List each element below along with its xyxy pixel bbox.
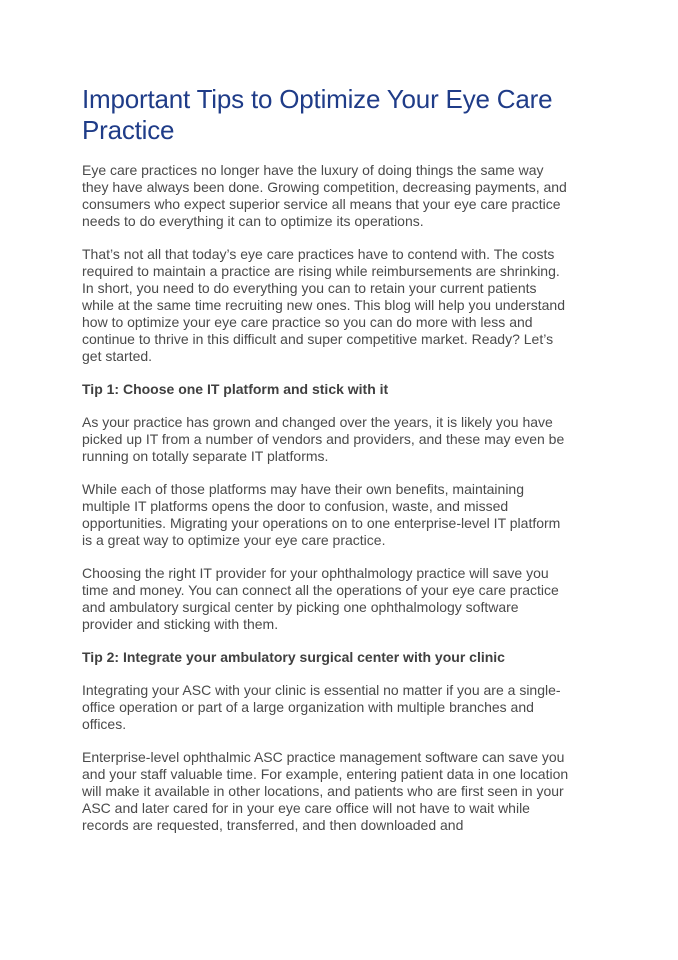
tip-2-paragraph-1 bbox=[82, 682, 592, 733]
text-line: is a great way to optimize your eye care practice. bbox=[82, 532, 386, 548]
text-line: while at the same time recruiting new ones. This blog will help you understand bbox=[82, 297, 565, 313]
text-line: running on totally separate IT platforms. bbox=[82, 448, 329, 464]
intro-paragraph-1 bbox=[82, 162, 592, 230]
text-line: As your practice has grown and changed over the years, it is likely you have bbox=[82, 414, 553, 430]
text-line: Eye care practices no longer have the luxury of doing things the same way bbox=[82, 162, 544, 178]
tip-1-heading: Tip 1: Choose one IT platform and stick with it bbox=[82, 381, 389, 397]
tip-1-paragraph-2 bbox=[82, 481, 592, 549]
text-line: office operation or part of a large organization with multiple branches and bbox=[82, 699, 534, 715]
text-line: required to maintain a practice are rising while reimbursements are shrinking. bbox=[82, 263, 560, 279]
intro-paragraph-2 bbox=[82, 246, 592, 365]
text-line: records are requested, transferred, and then downloaded and bbox=[82, 817, 464, 833]
text-line: Choosing the right IT provider for your ophthalmology practice will save you bbox=[82, 565, 549, 581]
text-line: how to optimize your eye care practice so you can do more with less and bbox=[82, 314, 533, 330]
text-line: That’s not all that today’s eye care practices have to contend with. The costs bbox=[82, 246, 555, 262]
tip-2-paragraph-2 bbox=[82, 749, 592, 834]
text-line: ASC and later cared for in your eye care office will not have to wait while bbox=[82, 800, 530, 816]
text-line: and ambulatory surgical center by picking one ophthalmology software bbox=[82, 599, 519, 615]
title-line: Practice bbox=[82, 115, 175, 145]
text-line: Integrating your ASC with your clinic is essential no matter if you are a single- bbox=[82, 682, 561, 698]
tip-1-paragraph-3 bbox=[82, 565, 592, 633]
text-line: Enterprise-level ophthalmic ASC practice management software can save you bbox=[82, 749, 565, 765]
tip-2-heading: Tip 2: Integrate your ambulatory surgical center with your clinic bbox=[82, 649, 505, 665]
text-line: will make it available in other locations, and patients who are first seen in your bbox=[82, 783, 564, 799]
text-line: multiple IT platforms opens the door to confusion, waste, and missed bbox=[82, 498, 509, 514]
tip-1-paragraph-1 bbox=[82, 414, 592, 465]
text-line: get started. bbox=[82, 348, 153, 364]
text-line: opportunities. Migrating your operations on to one enterprise-level IT platform bbox=[82, 515, 561, 531]
text-line: consumers who expect superior service all means that your eye care practice bbox=[82, 196, 561, 212]
text-line: offices. bbox=[82, 716, 127, 732]
text-line: they have always been done. Growing competition, decreasing payments, and bbox=[82, 179, 567, 195]
text-line: time and money. You can connect all the operations of your eye care practice bbox=[82, 582, 559, 598]
text-line: continue to thrive in this difficult and super competitive market. Ready? Let’s bbox=[82, 331, 554, 347]
text-line: and your staff valuable time. For example, entering patient data in one location bbox=[82, 766, 569, 782]
title-line: Important Tips to Optimize Your Eye Care bbox=[82, 84, 553, 114]
text-line: needs to do everything it can to optimize its operations. bbox=[82, 213, 424, 229]
text-line: While each of those platforms may have their own benefits, maintaining bbox=[82, 481, 525, 497]
document-page bbox=[82, 84, 592, 850]
page-title bbox=[82, 84, 592, 146]
text-line: In short, you need to do everything you can to retain your current patients bbox=[82, 280, 537, 296]
text-line: picked up IT from a number of vendors and providers, and these may even be bbox=[82, 431, 565, 447]
text-line: provider and sticking with them. bbox=[82, 616, 279, 632]
